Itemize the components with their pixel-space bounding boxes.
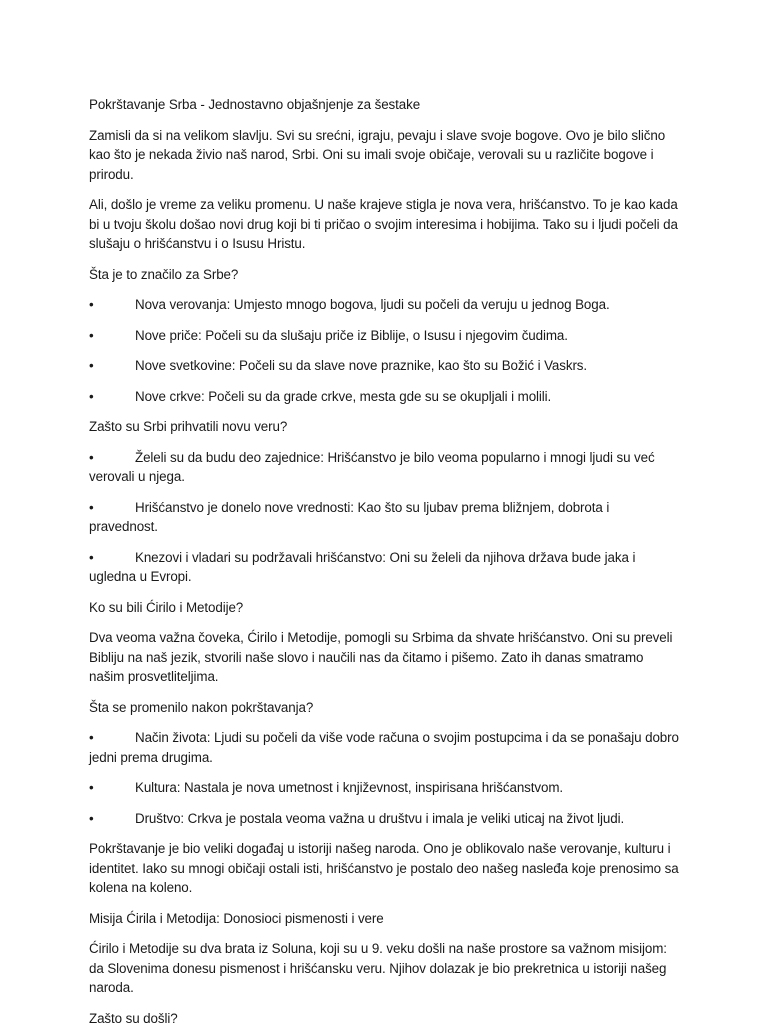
bullet-item bbox=[89, 809, 680, 829]
intro-paragraph-1: Zamisli da si na velikom slavlju. Svi su srećni, igraju, pevaju i slave svoje bogove. Ovo je bilo slično kao što je nekada živio naš narod, Srbi. Oni su imali svoje običaje, verovali su u različite bogove i prirodu. bbox=[89, 126, 680, 185]
bullet-text: Nove crkve: Počeli su da grade crkve, mesta gde su se okupljali i molili. bbox=[135, 389, 551, 404]
bullet-symbol: • bbox=[89, 448, 135, 468]
bullet-text: Želeli su da budu deo zajednice: Hrišćanstvo je bilo veoma popularno i mnogi ljudi su već verovali u njega. bbox=[89, 450, 655, 485]
bullet-text: Knezovi i vladari su podržavali hrišćanstvo: Oni su želeli da njihova država bude jaka i ugledna u Evropi. bbox=[89, 550, 635, 585]
bullet-symbol: • bbox=[89, 326, 135, 346]
bullet-item bbox=[89, 448, 680, 487]
bullet-symbol: • bbox=[89, 498, 135, 518]
document-title: Pokrštavanje Srba - Jednostavno objašnjenje za šestake bbox=[89, 95, 680, 115]
bullet-text: Društvo: Crkva je postala veoma važna u društvu i imala je veliki uticaj na život ljudi. bbox=[135, 811, 624, 826]
section-heading-mission: Misija Ćirila i Metodija: Donosioci pismenosti i vere bbox=[89, 909, 680, 929]
bullet-item bbox=[89, 778, 680, 798]
bullet-text: Kultura: Nastala je nova umetnost i književnost, inspirisana hrišćanstvom. bbox=[135, 780, 563, 795]
bullet-symbol: • bbox=[89, 295, 135, 315]
bullet-symbol: • bbox=[89, 809, 135, 829]
bullet-text: Hrišćanstvo je donelo nove vrednosti: Kao što su ljubav prema bližnjem, dobrota i pravednost. bbox=[89, 500, 609, 535]
bullet-text: Način života: Ljudi su počeli da više vode računa o svojim postupcima i da se ponašaju dobro jedni prema drugima. bbox=[89, 730, 679, 765]
bullet-text: Nove svetkovine: Počeli su da slave nove praznike, kao što su Božić i Vaskrs. bbox=[135, 358, 587, 373]
bullet-symbol: • bbox=[89, 356, 135, 376]
bullet-symbol: • bbox=[89, 728, 135, 748]
bullet-item bbox=[89, 326, 680, 346]
bullet-text: Nova verovanja: Umjesto mnogo bogova, ljudi su počeli da veruju u jednog Boga. bbox=[135, 297, 610, 312]
bullet-item bbox=[89, 356, 680, 376]
conclusion-paragraph: Pokrštavanje je bio veliki događaj u istoriji našeg naroda. Ono je oblikovalo naše verovanje, kulturu i identitet. Iako su mnogi običaji ostali isti, hrišćanstvo je postalo deo našeg nasleđa koje prenosimo sa kolena na koleno. bbox=[89, 839, 680, 898]
section-paragraph-cyril-methodius: Dva veoma važna čoveka, Ćirilo i Metodije, pomogli su Srbima da shvate hrišćanstvo. Oni su preveli Bibliju na naš jezik, stvorili naše slovo i naučili nas da čitamo i pišemo. Zato ih danas smatramo našim prosvetliteljima. bbox=[89, 628, 680, 687]
bullet-symbol: • bbox=[89, 778, 135, 798]
intro-paragraph-2: Ali, došlo je vreme za veliku promenu. U naše krajeve stigla je nova vera, hrišćanstvo. To je kao kada bi u tvoju školu došao novi drug koji bi ti pričao o svojim interesima i hobijima. Tako su i ljudi počeli da slušaju o hrišćanstvu i o Isusu Hristu. bbox=[89, 195, 680, 254]
bullet-item bbox=[89, 295, 680, 315]
bullet-text: Nove priče: Počeli su da slušaju priče iz Biblije, o Isusu i njegovim čudima. bbox=[135, 328, 568, 343]
bullet-item bbox=[89, 387, 680, 407]
section-heading-changes: Šta se promenilo nakon pokrštavanja? bbox=[89, 698, 680, 718]
bullet-item bbox=[89, 548, 680, 587]
section-heading-why-came: Zašto su došli? bbox=[89, 1009, 680, 1028]
section-heading-meaning: Šta je to značilo za Srbe? bbox=[89, 265, 680, 285]
bullet-symbol: • bbox=[89, 387, 135, 407]
bullet-symbol: • bbox=[89, 548, 135, 568]
bullet-item bbox=[89, 498, 680, 537]
section-heading-cyril-methodius: Ko su bili Ćirilo i Metodije? bbox=[89, 598, 680, 618]
bullet-item bbox=[89, 728, 680, 767]
section-heading-why-accepted: Zašto su Srbi prihvatili novu veru? bbox=[89, 417, 680, 437]
section-paragraph-mission: Ćirilo i Metodije su dva brata iz Soluna, koji su u 9. veku došli na naše prostore sa važnom misijom: da Slovenima donesu pismenost i hrišćansku veru. Njihov dolazak je bio prekretnica u istoriji našeg naroda. bbox=[89, 939, 680, 998]
